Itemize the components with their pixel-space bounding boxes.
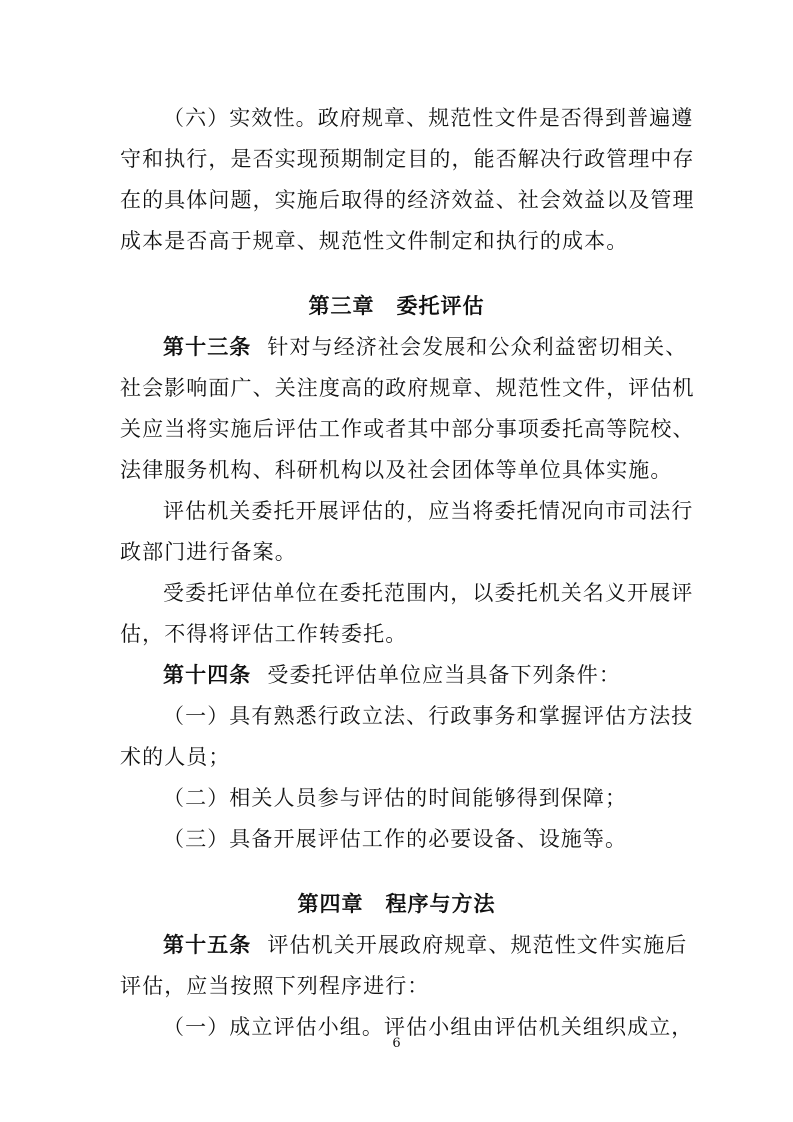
text-line: （一）成立评估小组。评估小组由评估机关组织成立， [163,1015,694,1039]
chapter-number: 第三章 [308,294,375,318]
text-line: 关应当将实施后评估工作或者其中部分事项委托高等院校、 [120,417,695,441]
chapter-title: 程序与方法 [385,892,496,916]
text-line: （三）具备开展评估工作的必要设备、设施等。 [163,827,628,851]
text-line: 守和执行，是否实现预期制定目的，能否解决行政管理中存 [120,147,695,171]
text-line: 评估机关委托开展评估的，应当将委托情况向市司法行 [163,499,694,523]
text-line: （二）相关人员参与评估的时间能够得到保障； [163,786,628,810]
text-line: 社会影响面广、关注度高的政府规章、规范性文件，评估机 [120,376,695,400]
text-line: 在的具体问题，实施后取得的经济效益、社会效益以及管理 [120,188,695,212]
chapter-heading [0,291,793,321]
text-line: 受委托评估单位在委托范围内，以委托机关名义开展评 [163,581,694,605]
text-line: 评估，应当按照下列程序进行： [120,974,430,998]
article-label: 第十三条 [163,335,252,359]
text-line: 术的人员； [120,745,231,769]
text-line: 成本是否高于规章、规范性文件制定和执行的成本。 [120,229,629,253]
chapter-number: 第四章 [297,892,364,916]
article-label: 第十五条 [163,933,252,957]
article-text: 针对与经济社会发展和公众利益密切相关、 [267,335,688,359]
page-number: 6 [392,1036,401,1051]
text-line: 政部门进行备案。 [120,540,297,564]
article-first-line [163,660,723,690]
text-line: （一）具有熟悉行政立法、行政事务和掌握评估方法技 [163,704,694,728]
article-first-line [163,332,723,362]
article-text: 评估机关开展政府规章、规范性文件实施后 [267,933,688,957]
text-line: 法律服务机构、科研机构以及社会团体等单位具体实施。 [120,458,673,482]
text-line: （六）实效性。政府规章、规范性文件是否得到普遍遵 [163,106,694,130]
article-text: 受委托评估单位应当具备下列条件： [267,663,622,687]
chapter-title: 委托评估 [396,294,485,318]
article-label: 第十四条 [163,663,252,687]
chapter-heading [0,889,793,919]
text-line: 估，不得将评估工作转委托。 [120,622,408,646]
article-first-line [163,930,723,960]
